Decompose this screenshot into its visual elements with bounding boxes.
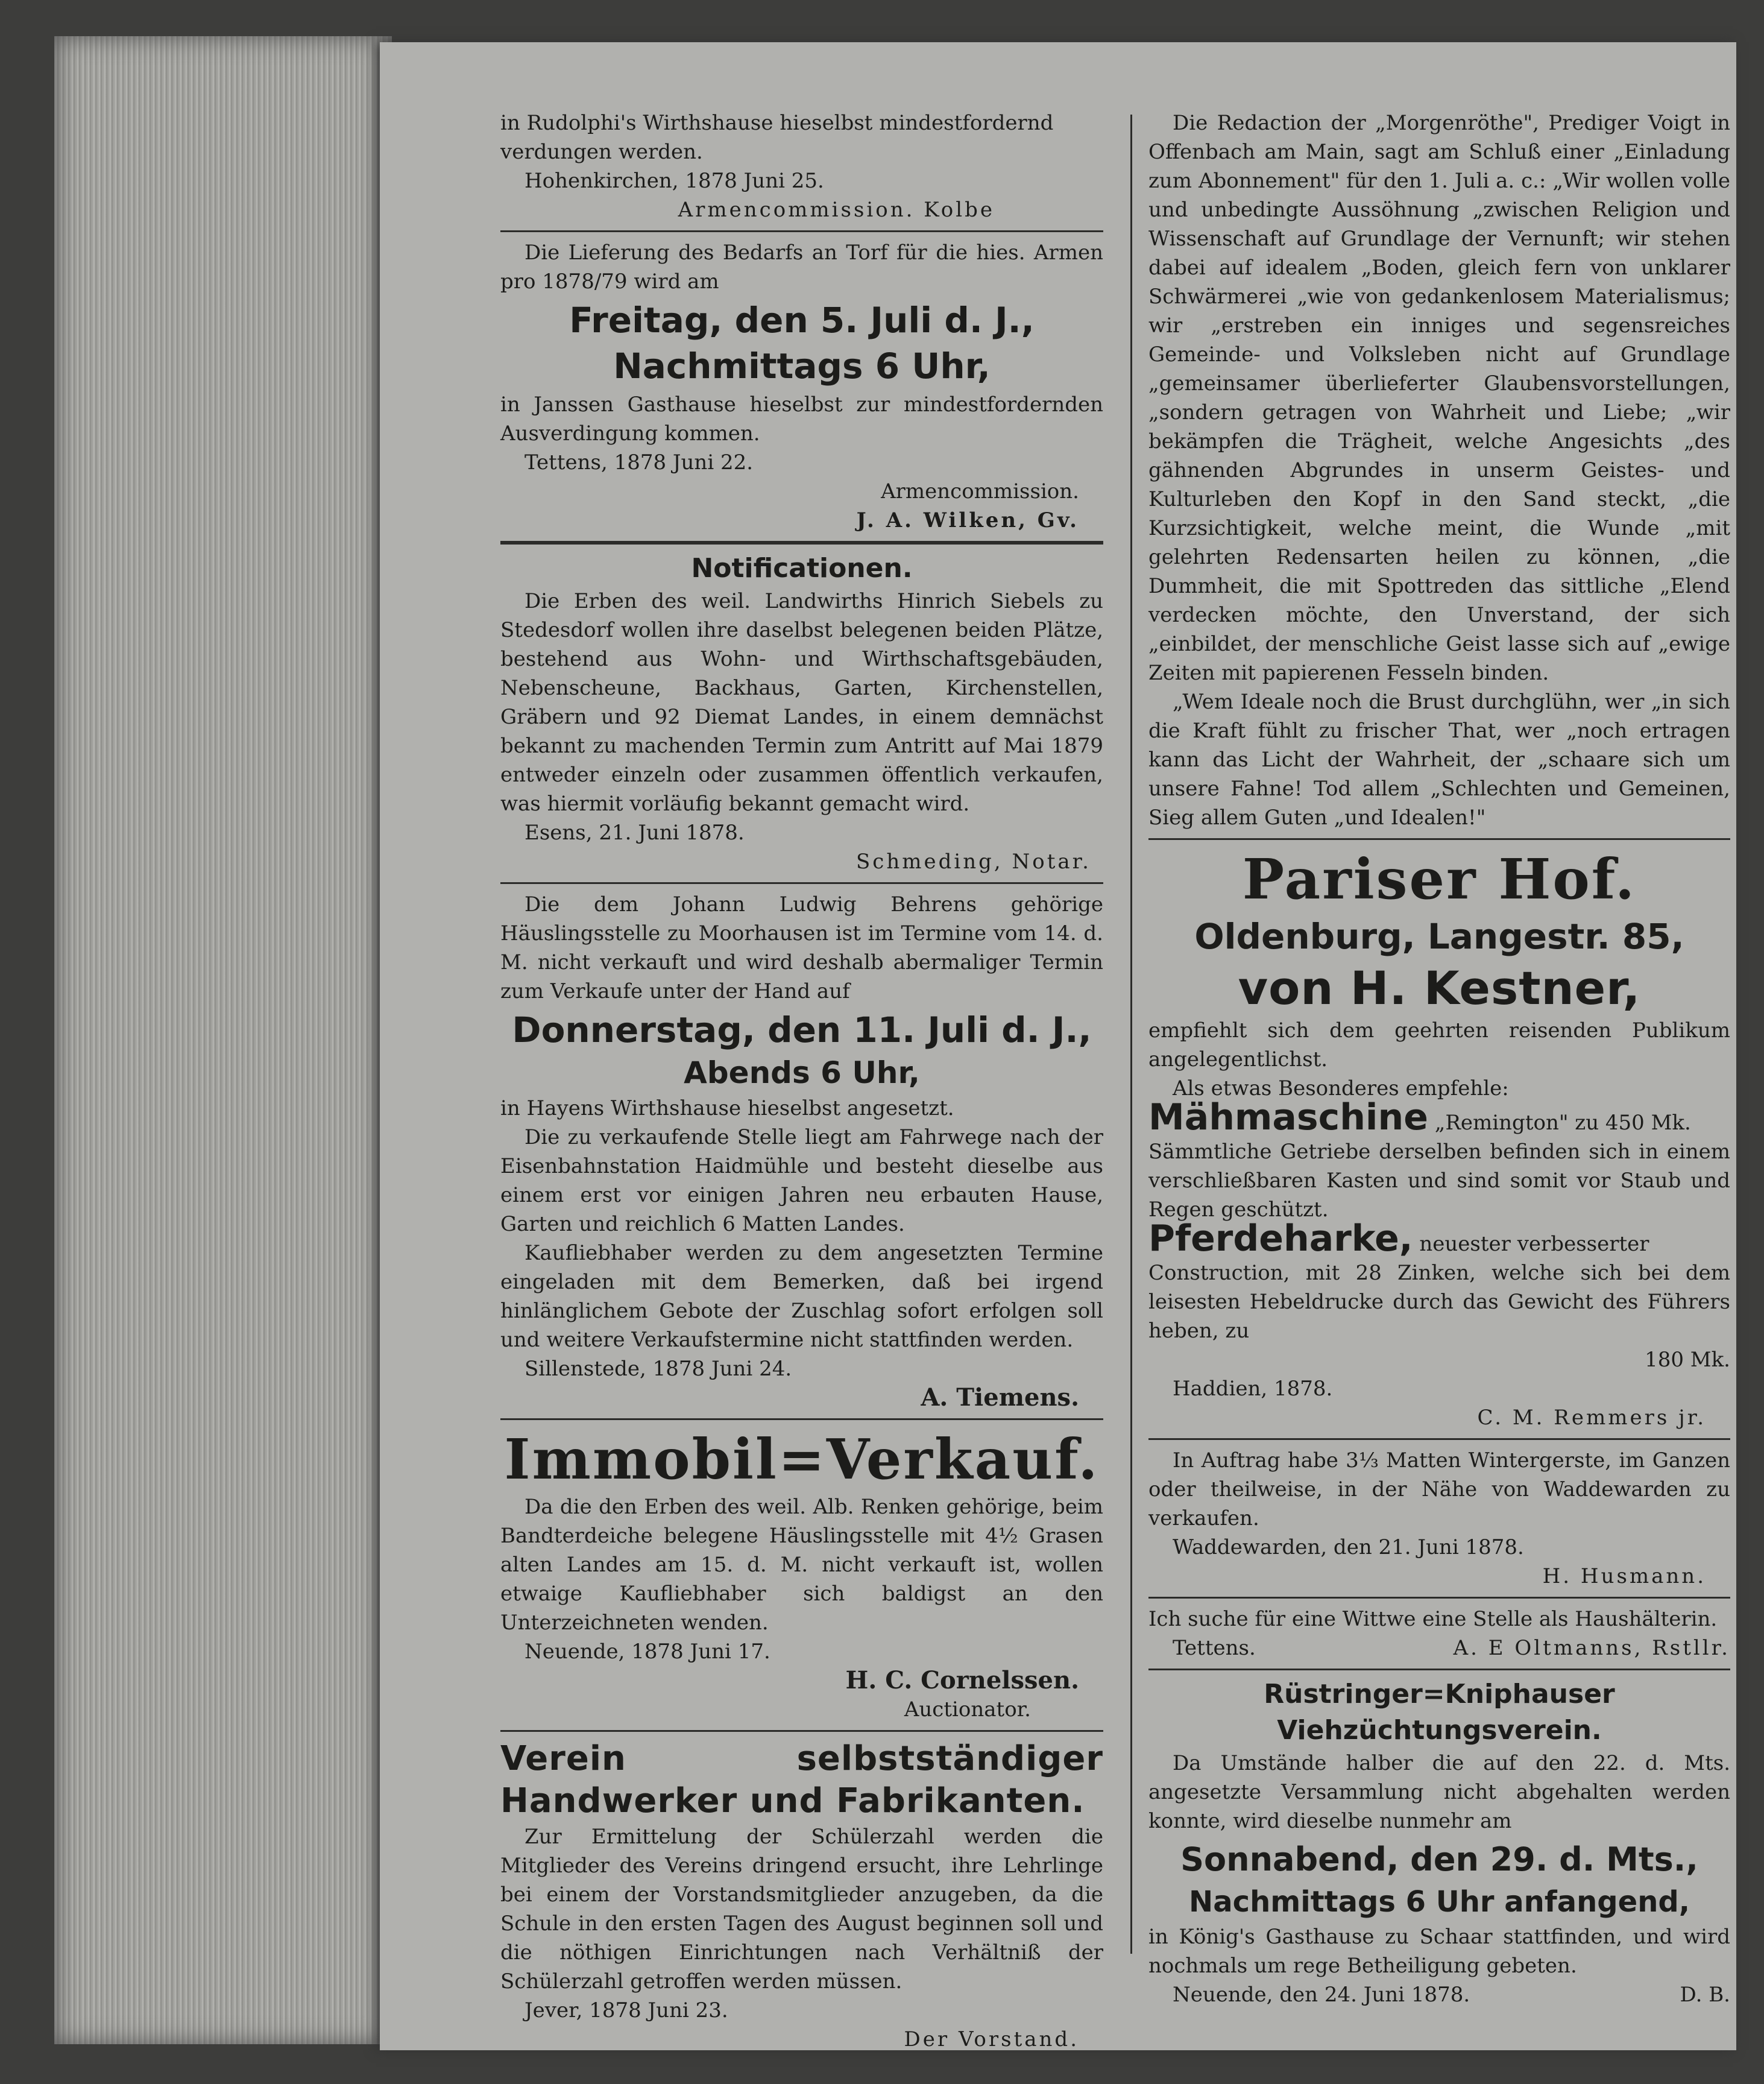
rule bbox=[1148, 1438, 1730, 1440]
rule bbox=[1148, 838, 1730, 840]
ad-headline: Rüstringer=Kniphauser Viehzüchtungsverein. bbox=[1264, 1679, 1615, 1746]
ad-date: Sillenstede, 1878 Juni 24. bbox=[524, 1357, 792, 1381]
newspaper-page bbox=[380, 42, 1736, 2050]
ad-pariser-hof bbox=[1148, 846, 1730, 1432]
ad-date: Hohenkirchen, 1878 Juni 25. bbox=[524, 169, 824, 193]
ad-text: Zur Ermittelung der Schülerzahl werden die Mitglieder des Vereins dringend ersucht, ihre Lehrlinge bei einem der Vorstandsmitglieder anzugeben, da die Schule in den ersten Tagen des August beginnen soll und die nöthigen Einrichtungen nach Verhältniß der Schülerzahl getroffen werden müssen. bbox=[500, 1825, 1103, 1994]
product-subtitle: neuester verbesserter bbox=[1419, 1232, 1649, 1256]
ad-headline: Abends 6 Uhr, bbox=[684, 1055, 920, 1090]
ad-notificationen bbox=[500, 551, 1103, 876]
product-name: Mähmaschine bbox=[1148, 1096, 1428, 1138]
ad-headline: Nachmittags 6 Uhr, bbox=[613, 346, 991, 387]
ad-date: Haddien, 1878. bbox=[1173, 1377, 1333, 1401]
ad-headline: Freitag, den 5. Juli d. J., bbox=[569, 300, 1035, 341]
ad-address: Oldenburg, Langestr. 85, bbox=[1194, 916, 1684, 957]
ad-headline: Nachmittags 6 Uhr anfangend, bbox=[1189, 1885, 1690, 1919]
product-price: zu 450 Mk. bbox=[1575, 1111, 1691, 1135]
ad-text: In Auftrag habe 3⅓ Matten Wintergerste, im Ganzen oder theilweise, in der Nähe von Waddewarden zu verkaufen. bbox=[1148, 1448, 1730, 1530]
rule bbox=[1148, 1669, 1730, 1670]
ad-morgenroethe bbox=[1148, 109, 1730, 832]
ad-text: in König's Gasthause zu Schaar stattfinden, und wird nochmals um rege Betheiligung gebeten. bbox=[1148, 1925, 1730, 1978]
ad-text: Da die den Erben des weil. Alb. Renken gehörige, beim Bandterdeiche belegene Häuslingsstelle mit 4½ Grasen alten Landes am 15. d. M. nicht verkauft ist, wollen etwaige Kaufliebhaber sich baldigst an den Unterzeichneten wenden. bbox=[500, 1495, 1103, 1635]
ad-signature: Armencommission. Kolbe bbox=[678, 198, 995, 222]
ad-product-line bbox=[1148, 1096, 1730, 1138]
rule bbox=[1148, 1597, 1730, 1599]
section-heading: Notificationen. bbox=[691, 553, 913, 584]
ad-date: Tettens, 1878 Juni 22. bbox=[524, 450, 754, 475]
ad-line: verdungen werden. bbox=[500, 140, 703, 164]
rule bbox=[500, 882, 1103, 884]
rule bbox=[500, 1730, 1103, 1732]
ad-date: Waddewarden, den 21. Juni 1878. bbox=[1173, 1535, 1524, 1559]
product-price: 180 Mk. bbox=[1645, 1348, 1730, 1372]
ad-text: Die Redaction der „Morgenröthe", Prediger Voigt in Offenbach am Main, sagt am Schluß einer „Einladung zum Abonnement" für den 1. Juli a. c.: „Wir wollen volle und unbedingte Aussöhnung „zwischen Religion und Wissenschaft auf Grundlage der Vernunft; wir stehen dabei auf idealem „Boden, gleich fern von unklarer Schwärmerei „wie von gedankenlosem Materialismus; wir „erstreben ein inniges und segensreiches Gemeinde- und Volksleben nicht auf Grundlage „gemeinsamer überlieferter Glaubensvorstellungen, „sondern getragen von Wahrheit und Liebe; „wir bekämpfen die Trägheit, welche Angesichts „des gähnenden Abgrundes in unserm Geistes- und Kulturleben den Kopf in den Sand steckt, „die Kurzsichtigkeit, welche meint, die Wunde „mit gelehrten Redensarten heilen zu können, „die Dummheit, die mit Spottreden das sittliche „Elend verdecken möchte, den Unverstand, der sich „einbildet, der menschliche Geist lasse sich auf „ewige Zeiten mit papierenen Fesseln binden. bbox=[1148, 111, 1730, 685]
ad-verein-handwerker bbox=[500, 1738, 1103, 2054]
right-column bbox=[1148, 109, 1730, 2009]
ad-headline: Pariser Hof. bbox=[1242, 847, 1637, 912]
rule bbox=[500, 230, 1103, 232]
ad-signature: H. C. Cornelssen. bbox=[845, 1666, 1079, 1694]
rule bbox=[500, 1418, 1103, 1420]
ad-text: Ich suche für eine Wittwe eine Stelle als Haushälterin. bbox=[1148, 1607, 1718, 1631]
ad-line: in Rudolphi's Wirthshause hieselbst mindestfordernd bbox=[500, 111, 1054, 135]
ad-text: Kaufliebhaber werden zu dem angesetzten Termine eingeladen mit dem Bemerken, daß bei irgend hinlänglichem Gebote der Zuschlag sofort erfolgen soll und weitere Verkaufstermine nicht stattfinden werden. bbox=[500, 1241, 1103, 1352]
ad-headline: Donnerstag, den 11. Juli d. J., bbox=[512, 1009, 1092, 1050]
ad-text: in Janssen Gasthause hieselbst zur mindestfordernden Ausverdingung kommen. bbox=[500, 393, 1103, 446]
ad-date bbox=[1148, 1980, 1730, 2009]
ad-headline: Verein selbstständiger Handwerker und Fabrikanten. bbox=[500, 1739, 1103, 1820]
ad-signature: A. E Oltmanns, Rstllr. bbox=[1453, 1636, 1730, 1660]
ad-date: Neuende, 1878 Juni 17. bbox=[524, 1640, 770, 1664]
ad-text: Als etwas Besonderes empfehle: bbox=[1173, 1076, 1509, 1100]
ad-date bbox=[1148, 1634, 1730, 1662]
ad-signature: C. M. Remmers jr. bbox=[1477, 1406, 1706, 1430]
ad-viehzuechtungsverein bbox=[1148, 1676, 1730, 2009]
ad-date: Esens, 21. Juni 1878. bbox=[524, 821, 745, 845]
ad-signature-title: Auctionator. bbox=[904, 1697, 1031, 1722]
ad-armencommission-hohenkirchen bbox=[500, 109, 1103, 224]
ad-proprietor: von H. Kestner, bbox=[1238, 961, 1641, 1015]
ad-text: Die zu verkaufende Stelle liegt am Fahrwege nach der Eisenbahnstation Haidmühle und besteht dieselbe aus einem erst vor einigen Jahren neu erbauten Hause, Garten und reichlich 6 Matten Landes. bbox=[500, 1125, 1103, 1236]
ad-headline: Sonnabend, den 29. d. Mts., bbox=[1180, 1840, 1698, 1878]
ad-signature: J. A. Wilken, Gv. bbox=[856, 508, 1079, 532]
ad-signature: Der Vorstand. bbox=[904, 2027, 1079, 2051]
ad-place: Tettens. bbox=[1173, 1636, 1256, 1660]
ad-date: Jever, 1878 Juni 23. bbox=[524, 1998, 728, 2022]
ad-signature: Armencommission. bbox=[881, 479, 1079, 504]
product-name: Pferdeharke, bbox=[1148, 1217, 1413, 1260]
ad-date-text: Neuende, den 24. Juni 1878. bbox=[1173, 1983, 1470, 2007]
ad-signature: H. Husmann. bbox=[1542, 1564, 1706, 1588]
ad-text: Die Lieferung des Bedarfs an Torf für die hies. Armen pro 1878/79 wird am bbox=[500, 241, 1103, 294]
ad-text: in Hayens Wirthshause hieselbst angesetzt. bbox=[500, 1096, 954, 1120]
ad-text: Die Erben des weil. Landwirths Hinrich Siebels zu Stedesdorf wollen ihre daselbst belegenen beiden Plätze, bestehend aus Wohn- und Wirthschaftsgebäuden, Nebenscheune, Backhaus, Garten, Kirchenstellen, Gräbern und 92 Diemat Landes, in einem demnächst bekannt zu machenden Termin zum Antritt auf Mai 1879 entweder einzeln oder zusammen öffentlich verkaufen, was hiermit vorläufig bekannt gemacht wird. bbox=[500, 589, 1103, 816]
ad-text: Sämmtliche Getriebe derselben befinden sich in einem verschließbaren Kasten und sind somit vor Staub und Regen geschützt. bbox=[1148, 1140, 1730, 1222]
ad-immobil-verkauf bbox=[500, 1426, 1103, 1724]
book-page-edges bbox=[54, 36, 392, 2044]
ad-haushaelterin bbox=[1148, 1605, 1730, 1662]
ad-headline: Immobil=Verkauf. bbox=[504, 1427, 1100, 1492]
ad-product-line bbox=[1148, 1217, 1730, 1260]
ad-signature: Schmeding, Notar. bbox=[856, 850, 1091, 874]
ad-behrens-verkauf bbox=[500, 890, 1103, 1412]
left-column bbox=[500, 109, 1103, 2054]
ad-text: Die dem Johann Ludwig Behrens gehörige Häuslingsstelle zu Moorhausen ist im Termine vom 14. d. M. nicht verkauft und wird deshalb abermaliger Termin zum Verkaufe unter der Hand auf bbox=[500, 892, 1103, 1003]
ad-torf-lieferung bbox=[500, 238, 1103, 535]
ad-text: empfiehlt sich dem geehrten reisenden Publikum angelegentlichst. bbox=[1148, 1018, 1730, 1072]
ad-wintergerste bbox=[1148, 1446, 1730, 1591]
ad-text: Construction, mit 28 Zinken, welche sich bei dem leisesten Hebeldrucke durch das Gewicht des Führers heben, zu bbox=[1148, 1261, 1730, 1343]
ad-signature: A. Tiemens. bbox=[921, 1383, 1079, 1412]
column-divider bbox=[1130, 115, 1132, 1954]
product-brand: „Remington" bbox=[1434, 1111, 1569, 1135]
ad-text: Da Umstände halber die auf den 22. d. Mts. angesetzte Versammlung nicht abgehalten werden konnte, wird dieselbe nunmehr am bbox=[1148, 1751, 1730, 1833]
rule bbox=[500, 541, 1103, 545]
ad-signature: D. B. bbox=[1680, 1983, 1730, 2007]
ad-text: „Wem Ideale noch die Brust durchglühn, wer „in sich die Kraft fühlt zu frischer That, wer „noch ertragen kann das Licht der Wahrheit, der „schaare sich um unsere Fahne! Tod allem „Schlechten und Gemeinen, Sieg allem Guten „und Idealen!" bbox=[1148, 690, 1730, 830]
